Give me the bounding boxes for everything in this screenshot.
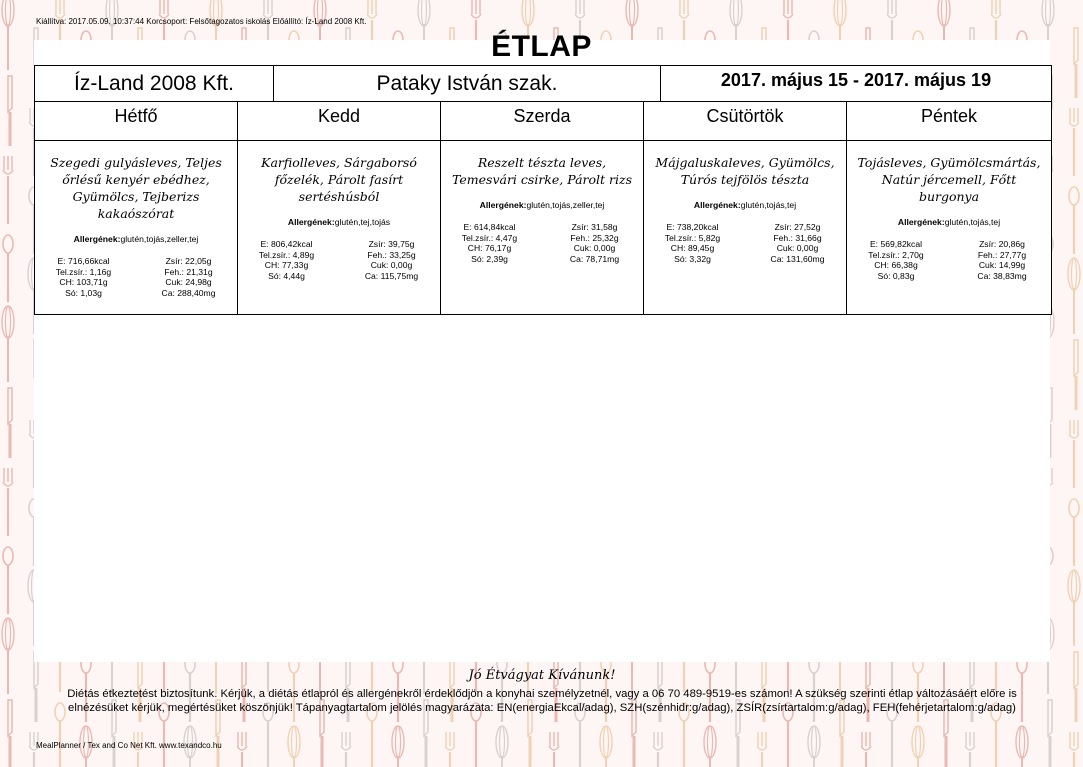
- dishes: Reszelt tészta leves, Temesvári csirke, Párolt rizs: [452, 155, 632, 187]
- weekly-menu-table: [34, 65, 1052, 315]
- sugar: Cuk: 0,00g: [776, 243, 819, 253]
- date-range: 2017. május 15 - 2017. május 19: [720, 70, 992, 90]
- day-menu-wednesday: [441, 141, 644, 314]
- fat: Zsír: 31,58g: [571, 222, 618, 232]
- utensil-icon: [2, 618, 14, 694]
- allergen-list: glutén,tojás,zeller,tej: [526, 200, 605, 210]
- utensil-icon: [757, 732, 767, 767]
- fat: Zsír: 39,75g: [368, 239, 415, 249]
- utensil-icon: [8, 700, 12, 767]
- diet-notice: Diétás étkeztetést biztosítunk. Kérjük, a diétás étlapról és allergénekről érdeklődjön a konyhai személyzetnél, vagy a 06 70 489-9519-es számon! A szükség szerinti étlap változásáért előre is elnézésüket kérjük, megértésüket köszönjük! Tápanyagtartalom jelölés magyarázata: EN(energiaEkcal/adag), SZH(szénhidr:g/adag), ZSÍR(zsírtartalom:g/adag), FEH(fehérjetartalom:g/adag): [67, 688, 1017, 714]
- day-menu-monday: [35, 141, 238, 314]
- utensil-icon: [1074, 340, 1078, 410]
- allergens: [246, 217, 432, 227]
- utensil-icon: [1068, 570, 1080, 646]
- fat: Zsír: 22,05g: [165, 256, 212, 266]
- sugar: Cuk: 0,00g: [370, 260, 413, 270]
- utensil-icon: [1069, 420, 1079, 488]
- school-name: Pataky István szak.: [274, 66, 661, 101]
- protein: Feh.: 33,25g: [367, 249, 416, 260]
- allergen-label: Allergének:: [479, 200, 527, 210]
- utensil-icon: [808, 726, 820, 767]
- carbohydrate: CH: 103,71g: [59, 277, 108, 287]
- footer: [34, 668, 1050, 715]
- saturated-fat: Tel.zsír.: 2,70g: [868, 249, 924, 260]
- utensil-icon: [600, 726, 612, 767]
- dishes: Tojásleves, Gyümölcsmártás, Natúr jércemell, Főtt burgonya: [857, 155, 1041, 204]
- utensil-icon: [704, 726, 716, 767]
- day-menu-friday: [847, 141, 1051, 314]
- calcium: Ca: 288,40mg: [161, 287, 216, 298]
- salt: Só: 4,44g: [268, 270, 305, 281]
- day-headers: [35, 102, 1051, 141]
- saturated-fat: Tel.zsír.: 4,47g: [461, 232, 518, 243]
- allergen-list: glutén,tojás,tej: [740, 200, 797, 210]
- protein: Feh.: 31,66g: [773, 232, 822, 243]
- utensil-icon: [965, 732, 975, 767]
- utensil-icon: [861, 732, 871, 767]
- allergen-label: Allergének:: [693, 200, 741, 210]
- page-title: ÉTLAP: [491, 30, 592, 63]
- utensil-icon: [3, 468, 13, 536]
- dishes: Karfiolleves, Sárgaborsó főzelék, Párolt fasírt sertéshúsból: [261, 155, 417, 204]
- menu-content-row: [35, 141, 1051, 314]
- fat: Zsír: 27,52g: [774, 222, 821, 232]
- utensil-icon: [1068, 258, 1080, 334]
- allergens: [652, 200, 838, 210]
- utensil-icon: [392, 726, 404, 767]
- allergen-label: Allergének:: [287, 217, 335, 227]
- day-header-friday: Péntek: [920, 106, 978, 126]
- allergens: [449, 200, 635, 210]
- utensil-icon: [341, 732, 351, 767]
- energy: E: 716,66kcal: [57, 256, 110, 266]
- company-name: Íz-Land 2008 Kft.: [35, 66, 274, 101]
- utensil-icon: [237, 732, 247, 767]
- allergens: [43, 234, 229, 244]
- utensil-icon: [3, 547, 13, 614]
- carbohydrate: CH: 89,45g: [670, 243, 715, 253]
- calcium: Ca: 115,75mg: [364, 270, 419, 281]
- utensil-icon: [1074, 652, 1078, 722]
- dishes: Szegedi gulyásleves, Teljes őrlésű kenyér ebédhez, Gyümölcs, Tejberizs kakaószórat: [50, 155, 222, 221]
- calcium: Ca: 38,83mg: [977, 270, 1027, 281]
- nutrition-info: [43, 256, 229, 298]
- allergen-list: glutén,tej,tojás: [334, 217, 391, 227]
- utensil-icon: [1069, 732, 1079, 767]
- day-menu-thursday: [644, 141, 847, 314]
- allergen-label: Allergének:: [73, 234, 121, 244]
- utensil-icon: [653, 732, 663, 767]
- saturated-fat: Tel.zsír.: 1,16g: [55, 266, 112, 277]
- salt: Só: 1,03g: [65, 287, 102, 298]
- utensil-icon: [1069, 499, 1079, 566]
- protein: Feh.: 27,77g: [977, 249, 1027, 260]
- calcium: Ca: 78,71mg: [569, 253, 620, 264]
- energy: E: 614,84kcal: [463, 222, 516, 232]
- energy: E: 569,82kcal: [869, 239, 923, 249]
- nutrition-info: [246, 239, 432, 281]
- nutrition-info: [652, 222, 838, 264]
- carbohydrate: CH: 77,33g: [264, 260, 309, 270]
- carbohydrate: CH: 66,38g: [874, 260, 918, 270]
- nutrition-info: [855, 239, 1043, 281]
- utensil-icon: [3, 156, 13, 224]
- bon-appetit-wish: Jó Étvágyat Kívánunk!: [468, 668, 616, 683]
- allergen-label: Allergének:: [897, 217, 945, 227]
- utensil-icon: [912, 726, 924, 767]
- protein: Feh.: 21,31g: [164, 266, 213, 277]
- energy: E: 738,20kcal: [666, 222, 719, 232]
- day-header-wednesday: Szerda: [441, 102, 644, 140]
- saturated-fat: Tel.zsír.: 4,89g: [258, 249, 315, 260]
- day-header-tuesday: Kedd: [238, 102, 441, 140]
- allergens: [855, 217, 1043, 227]
- utensil-icon: [3, 235, 13, 302]
- utensil-icon: [2, 306, 14, 382]
- utensil-icon: [8, 388, 12, 458]
- salt: Só: 2,39g: [471, 253, 508, 264]
- issue-info: Kiállítva: 2017.05.09. 10:37:44 Korcsoport: Felsőtagozatos iskolás Előállító: Íz-Land 2008 Kft.: [36, 17, 367, 26]
- calcium: Ca: 131,60mg: [770, 253, 825, 264]
- allergen-list: glutén,tojás,zeller,tej: [120, 234, 199, 244]
- day-menu-tuesday: [238, 141, 441, 314]
- sugar: Cuk: 0,00g: [573, 243, 616, 253]
- allergen-list: glutén,tojás,tej: [944, 217, 1001, 227]
- nutrition-info: [449, 222, 635, 264]
- salt: Só: 3,32g: [674, 253, 711, 264]
- utensil-icon: [288, 726, 300, 767]
- protein: Feh.: 25,32g: [570, 232, 619, 243]
- utensil-icon: [549, 732, 559, 767]
- salt: Só: 0,83g: [877, 270, 915, 281]
- utensil-icon: [1069, 187, 1079, 254]
- energy: E: 806,42kcal: [260, 239, 313, 249]
- day-header-thursday: Csütörtök: [644, 102, 847, 140]
- utensil-icon: [445, 732, 455, 767]
- utensil-icon: [1069, 108, 1079, 176]
- utensil-icon: [8, 76, 12, 146]
- utensil-icon: [1016, 726, 1028, 767]
- software-credit: MealPlanner / Tex and Co Net Kft. www.texandco.hu: [36, 741, 222, 750]
- menu-header-row: [35, 66, 1051, 102]
- sugar: Cuk: 24,98g: [165, 277, 212, 287]
- sugar: Cuk: 14,99g: [978, 260, 1026, 270]
- saturated-fat: Tel.zsír.: 5,82g: [664, 232, 721, 243]
- day-header-monday: Hétfő: [35, 102, 238, 140]
- dishes: Májgaluskaleves, Gyümölcs, Túrós tejfölös tészta: [655, 155, 835, 187]
- fat: Zsír: 20,86g: [979, 239, 1025, 249]
- utensil-icon: [496, 726, 508, 767]
- carbohydrate: CH: 76,17g: [467, 243, 512, 253]
